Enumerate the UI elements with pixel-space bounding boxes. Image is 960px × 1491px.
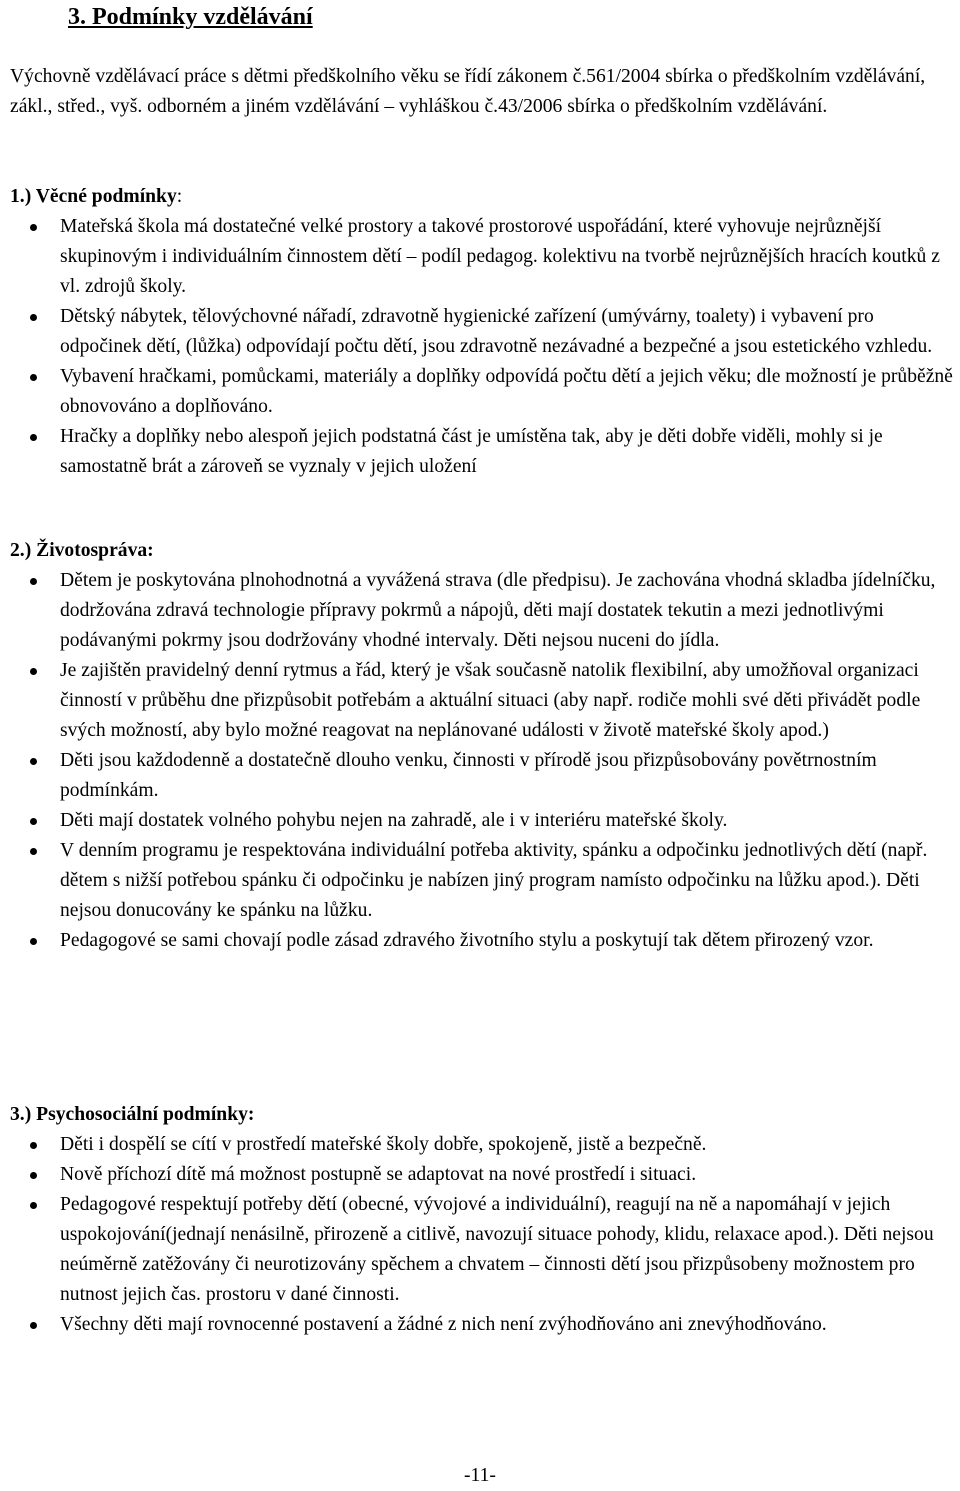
section-heading — [10, 1100, 955, 1130]
bullet-icon — [30, 314, 37, 321]
bullet-icon — [30, 1142, 37, 1149]
bullet-icon — [30, 434, 37, 441]
section-heading-text: 3.) Psychosociální podmínky: — [10, 1104, 255, 1125]
list-item — [10, 836, 955, 926]
bullet-icon — [30, 578, 37, 585]
list-item — [10, 926, 955, 956]
section-heading-text: 2.) Životospráva: — [10, 540, 154, 561]
list-item-text: Děti mají dostatek volného pohybu nejen na zahradě, ale i v interiéru mateřské školy. — [60, 810, 728, 831]
page-title: 3. Podmínky vzdělávání — [68, 4, 313, 30]
list-item-text: Hračky a doplňky nebo alespoň jejich podstatná část je umístěna tak, aby je děti dobře viděli, mohly si je samostatně brát a zároveň se vyznaly v jejich uložení — [60, 426, 883, 477]
bullet-list — [10, 566, 955, 956]
list-item — [10, 1310, 955, 1340]
intro-paragraph: Výchovně vzdělávací práce s dětmi předškolního věku se řídí zákonem č.561/2004 sbírka o předškolním vzdělávání, zákl., střed., vyš. odborném a jiném vzdělávání – vyhláškou č.43/2006 sbírka o předškolním vzdělávání. — [10, 66, 926, 117]
bullet-icon — [30, 818, 37, 825]
list-item-text: Pedagogové respektují potřeby dětí (obecné, vývojové a individuální), reagují na ně a napomáhají v jejich uspokojování(jednají nenásilně, přirozeně a citlivě, navozují situace pohody, klidu, relaxace apod.). Děti nejsou neúměrně zatěžovány či neurotizovány spěchem a chvatem – činnosti dětí jsou přizpůsobeny možnostem pro nutnost jejich čas. prostoru v dané činnosti. — [60, 1194, 934, 1305]
bullet-icon — [30, 668, 37, 675]
list-item-text: Vybavení hračkami, pomůckami, materiály a doplňky odpovídá počtu dětí a jejich věku; dle možností je průběžně obnovováno a doplňováno. — [60, 366, 953, 417]
list-item-text: Mateřská škola má dostatečné velké prostory a takové prostorové uspořádání, které vyhovuje nejrůznější skupinovým i individuálním činnostem dětí – podíl pedagog. kolektivu na tvorbě nejrůznějších hracích koutků z vl. zdrojů školy. — [60, 216, 940, 297]
list-item-text: Pedagogové se sami chovají podle zásad zdravého životního stylu a poskytují tak dětem přirozený vzor. — [60, 930, 874, 951]
list-item-text: V denním programu je respektována individuální potřeba aktivity, spánku a odpočinku jednotlivých dětí (např. dětem s nižší potřebou spánku či odpočinku je nabízen jiný program namísto odpočinku na lůžku apod.). Děti nejsou donucovány ke spánku na lůžku. — [60, 840, 928, 921]
bullet-icon — [30, 1322, 37, 1329]
bullet-icon — [30, 224, 37, 231]
section-psychosocial — [10, 1100, 955, 1340]
list-item — [10, 1160, 955, 1190]
bullet-icon — [30, 374, 37, 381]
section-heading — [10, 182, 955, 212]
list-item — [10, 1130, 955, 1160]
list-item-text: Dětský nábytek, tělovýchovné nářadí, zdravotně hygienické zařízení (umývárny, toalety) i vybavení pro odpočinek dětí, (lůžka) odpovídají počtu dětí, jsou zdravotně nezávadné a bezpečné a jsou estetického vzhledu. — [60, 306, 933, 357]
bullet-icon — [30, 1202, 37, 1209]
list-item-text: Děti i dospělí se cítí v prostředí mateřské školy dobře, spokojeně, jistě a bezpečně. — [60, 1134, 707, 1155]
list-item — [10, 212, 955, 302]
bullet-icon — [30, 1172, 37, 1179]
page-number: -11- — [464, 1465, 496, 1486]
list-item-text: Všechny děti mají rovnocenné postavení a žádné z nich není zvýhodňováno ani znevýhodňováno. — [60, 1314, 827, 1335]
bullet-list — [10, 1130, 955, 1340]
section-lifestyle — [10, 536, 955, 956]
list-item-text: Děti jsou každodenně a dostatečně dlouho venku, činnosti v přírodě jsou přizpůsobovány povětrnostním podmínkám. — [60, 750, 877, 801]
list-item — [10, 302, 955, 362]
list-item — [10, 422, 955, 482]
bullet-icon — [30, 848, 37, 855]
section-heading-text: 1.) Věcné podmínky — [10, 186, 177, 207]
list-item — [10, 566, 955, 656]
list-item-text: Dětem je poskytována plnohodnotná a vyvážená strava (dle předpisu). Je zachována vhodná skladba jídelníčku, dodržována zdravá technologie přípravy pokrmů a nápojů, děti mají dostatek tekutin a mezi jednotlivými podávanými pokrmy jsou dodržovány vhodné intervaly. Děti nejsou nuceni do jídla. — [60, 570, 936, 651]
section-heading — [10, 536, 955, 566]
list-item — [10, 806, 955, 836]
list-item — [10, 1190, 955, 1310]
list-item — [10, 362, 955, 422]
list-item-text: Nově příchozí dítě má možnost postupně se adaptovat na nové prostředí i situaci. — [60, 1164, 697, 1185]
list-item — [10, 656, 955, 746]
bullet-list — [10, 212, 955, 482]
bullet-icon — [30, 758, 37, 765]
bullet-icon — [30, 938, 37, 945]
section-material-conditions — [10, 182, 955, 482]
list-item-text: Je zajištěn pravidelný denní rytmus a řád, který je však současně natolik flexibilní, aby umožňoval organizaci činností v průběhu dne přizpůsobit potřebám a aktuální situaci (aby např. rodiče mohli své děti přivádět podle svých možností, aby bylo možné reagovat na neplánované události v životě mateřské školy apod.) — [60, 660, 921, 741]
section-heading-suffix: : — [176, 186, 183, 207]
list-item — [10, 746, 955, 806]
